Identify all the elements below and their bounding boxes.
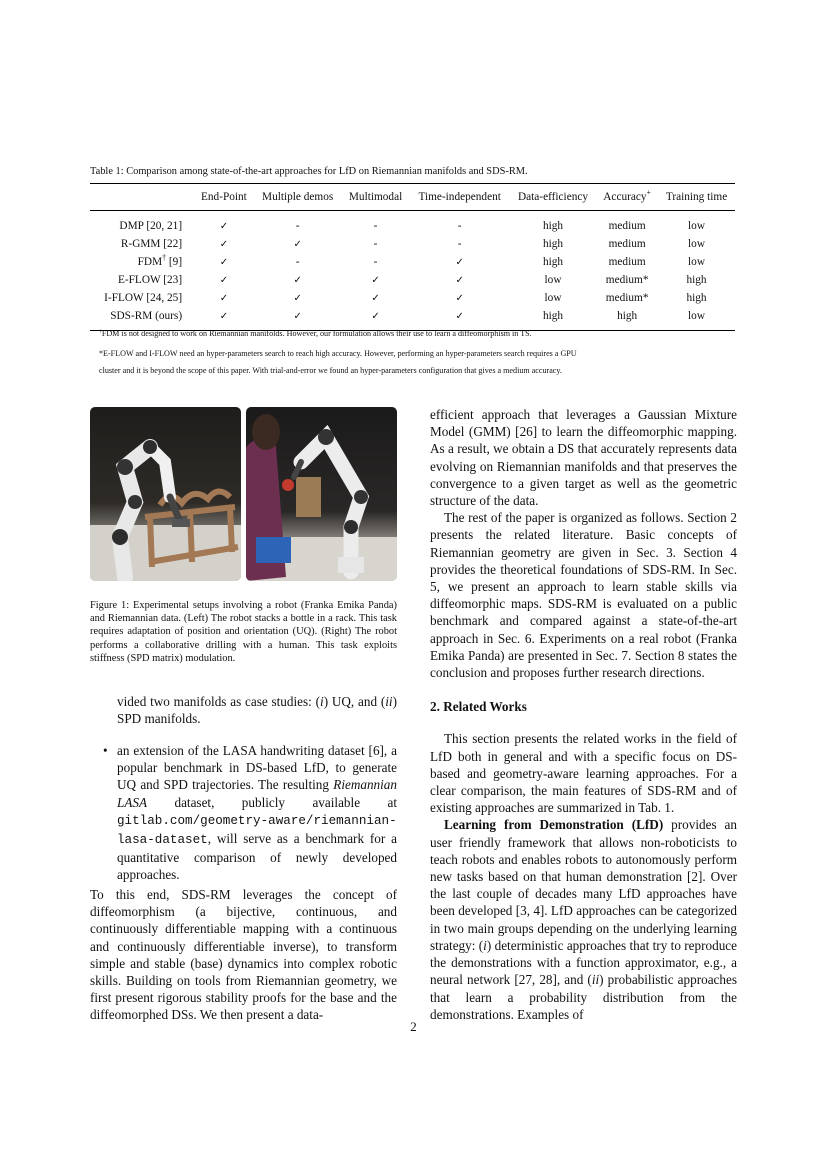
table-cell: high <box>686 274 707 286</box>
table-cell: medium <box>608 220 646 232</box>
table-cell-method: SDS-RM (ours) <box>90 307 194 331</box>
table-cell: - <box>295 220 300 232</box>
robot-rack-photo <box>90 407 241 581</box>
table-cell: - <box>373 238 378 250</box>
table-cell: ✓ <box>455 256 464 268</box>
table-header: Time-independent <box>410 184 510 211</box>
table-header-row <box>90 184 735 211</box>
table-cell: ✓ <box>293 238 302 250</box>
table-row <box>90 253 735 271</box>
page-number: 2 <box>410 1019 417 1034</box>
table-cell: high <box>542 238 564 250</box>
table-cell: ✓ <box>371 274 380 286</box>
table-cell: high <box>542 256 564 268</box>
table-row <box>90 235 735 253</box>
bullet-marker: • <box>103 743 108 758</box>
section-heading: 2. Related Works <box>430 699 527 715</box>
table-header-method <box>90 184 194 211</box>
table-cell: low <box>544 292 562 304</box>
table-cell-method: E-FLOW [23] <box>117 274 183 286</box>
table-cell: ✓ <box>455 274 464 286</box>
table-footnote-2: *E-FLOW and I-FLOW need an hyper-parameters search to reach high accuracy. However, performing an hyper-parameters search requires a GPU <box>99 349 577 358</box>
table-cell: ✓ <box>254 307 342 331</box>
table-cell: ✓ <box>219 238 229 250</box>
paragraph: The rest of the paper is organized as follows. Section 2 presents the related literature. Basic concepts of Riemannian geometry are given in Sec. 3. Section 4 provides the theoretical foundations of SDS-RM. In Sec. 5, we present an approach to learn stable skills via diffeomorphic maps. SDS-RM is evaluated on a public benchmark and compared against a state-of-the-art approach in Sec. 6. Experiments on a real robot (Franka Emika Panda) are presented in Sec. 7. Section 8 states the conclusion and proposes further research directions. <box>430 510 737 681</box>
paragraph: This section presents the related works in the field of LfD both in general and with a specific focus on DS-based and geometry-aware learning approaches. For a clear comparison, the main features of SDS-RM and of existing approaches are summarized in Tab. 1. <box>430 731 737 816</box>
table-cell-method: R-GMM [22] <box>120 238 183 250</box>
table-cell: ✓ <box>219 256 229 268</box>
table-cell: low <box>688 238 705 250</box>
table-cell: low <box>544 274 562 286</box>
table-footnote-2-cont: cluster and it is beyond the scope of this paper. With trial-and-error we found an hyper-parameters configuration that gives a medium accuracy. <box>99 366 562 375</box>
table-cell: low <box>658 307 735 331</box>
table-cell: medium <box>608 238 646 250</box>
comparison-table <box>90 183 735 331</box>
table-header-accuracy: Accuracy+ <box>596 184 658 211</box>
table-cell: ✓ <box>219 220 229 232</box>
right-column <box>430 406 737 1023</box>
table-cell: ✓ <box>371 292 380 304</box>
table-cell: - <box>457 220 462 232</box>
table-cell: high <box>542 220 564 232</box>
contribution-bullet: • an extension of the LASA handwriting dataset [6], a popular benchmark in DS-based LfD, to generate UQ and SPD trajectories. The resulting Riemannian LASA dataset, publicly available at gitlab.com/geometry-aware/riemannian-lasa-dataset, will serve as a benchmark for a quantitative comparison of newly developed approaches. <box>103 743 397 883</box>
robot-drilling-photo <box>246 407 397 581</box>
table-cell: low <box>688 256 705 268</box>
dataset-url: gitlab.com/geometry-aware/riemannian-lasa-dataset <box>117 813 397 848</box>
table-cell: - <box>295 256 300 268</box>
table-cell: - <box>373 220 378 232</box>
table-cell-method: FDM† [9] <box>137 253 183 268</box>
table-cell: ✓ <box>293 292 302 304</box>
figure-caption: Figure 1: Experimental setups involving a robot (Franka Emika Panda) and Riemannian data. (Left) The robot stacks a bottle in a rack. This task requires adaptation of position and orientation (UQ). (Right) The robot performs a collaborative drilling with a human. This task exploits stiffness (SPD matrix) modulation. <box>90 600 397 664</box>
introduction-paragraph: To this end, SDS-RM leverages the concept of diffeomorphism (a bijective, continuous, and continuously differentiable mapping with a continuous and continuously differentiable inverse), to transform simple and stable (base) dynamics into complex robotic skills. Building on tools from Riemannian geometry, we first present rigorous stability proofs for the base and the diffeomorphed DSs. We then present a data- <box>90 887 397 1023</box>
table-cell-method: DMP [20, 21] <box>119 220 183 232</box>
contribution-list-continuation: vided two manifolds as case studies: (i) UQ, and (ii) SPD manifolds. <box>117 694 397 727</box>
table-cell: high <box>510 307 596 331</box>
table-cell: ✓ <box>455 292 464 304</box>
table-cell: medium* <box>605 292 649 304</box>
table-caption: Table 1: Comparison among state-of-the-art approaches for LfD on Riemannian manifolds and SDS-RM. <box>90 166 528 177</box>
table-row <box>90 271 735 289</box>
table-row <box>90 211 735 236</box>
table-footnote-1: †FDM is not designed to work on Riemannian manifolds. However, our formulation allows their use to learn a diffeomorphism in TS. <box>99 328 532 338</box>
table-cell: ✓ <box>342 307 410 331</box>
table-row <box>90 289 735 307</box>
table-header: End-Point <box>194 184 254 211</box>
table-cell: ✓ <box>293 274 302 286</box>
table-row <box>90 307 735 331</box>
table-header: Training time <box>658 184 735 211</box>
table-header: Multimodal <box>342 184 410 211</box>
table-header: Multiple demos <box>254 184 342 211</box>
table-cell: high <box>686 292 707 304</box>
table-cell: medium* <box>605 274 649 286</box>
table-cell-method: I-FLOW [24, 25] <box>104 292 183 304</box>
table-cell: ✓ <box>219 274 229 286</box>
table-cell: low <box>688 220 705 232</box>
table-cell: - <box>373 256 378 268</box>
table-cell: high <box>596 307 658 331</box>
paragraph: Learning from Demonstration (LfD) provides an user friendly framework that allows non-roboticists to teach robots and enables robots to autonomously perform new tasks based on that human demonstration [2]. Over the last couple of decades many LfD approaches have been developed [3, 4]. LfD approaches can be categorized in two main groups depending on the underlying learning strategy: (i) deterministic approaches that try to reproduce the demonstrations with a function approximator, e.g., a neural network [27, 28], and (ii) probabilistic approaches that learn a probability distribution from the demonstrations. Examples of <box>430 817 737 1022</box>
table-cell: ✓ <box>194 307 254 331</box>
table-cell: - <box>457 238 462 250</box>
table-cell: medium <box>608 256 646 268</box>
table-cell: ✓ <box>219 292 229 304</box>
table-header: Data-efficiency <box>510 184 596 211</box>
paragraph: efficient approach that leverages a Gaussian Mixture Model (GMM) [26] to learn the diffeomorphic mapping. As a result, we obtain a DS that accurately represents data evolving on Riemannian manifolds and that preserves the convergence to a given target as well as the geometric structure of the data. <box>430 407 737 509</box>
table-cell: ✓ <box>410 307 510 331</box>
